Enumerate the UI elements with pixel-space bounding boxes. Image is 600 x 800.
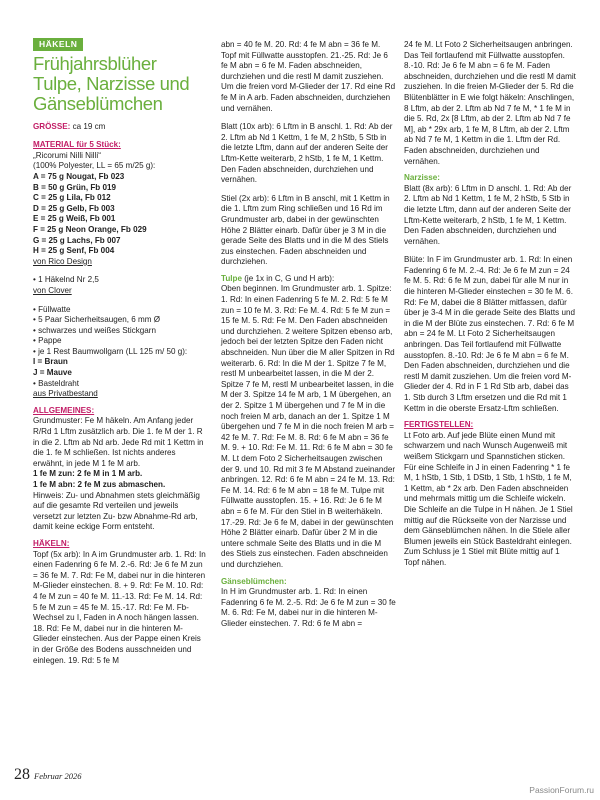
daisy-heading: Gänseblümchen:: [221, 576, 287, 586]
material-item: F = 25 g Neon Orange, Fb 029: [33, 224, 147, 234]
title-line-1: Frühjahrsblüher: [33, 52, 157, 74]
general-decrease: 1 fe M abn: 2 fe M zus abmaschen.: [33, 480, 166, 489]
daffodil-leaf-instructions: Blatt (8x arb): 6 Lftm in D anschl. 1. Rd: Ab der 2. Lftm ab Nd 1 Kettm, 1 fe M, 2 hStb, 5 Stb in die letzte Lftm, dann auf der anderen Seite der Lftm-Kette weiterarb, 2 hStb, 1 fe M, 1 Kettm. Den Faden abschneiden, durchziehen und vernähen.: [404, 183, 572, 246]
material-item: von Clover: [33, 285, 72, 295]
tulip-instructions: Oben beginnen. Im Grundmuster arb. 1. Spitze: 1. Rd: In einen Fadenring 5 fe M. 2. Rd: 5 fe M zun = 10 fe M. 3. Rd: Fe M. 4. Rd: 5 fe M zun = 15 fe M. 5. Rd: Fe M. Den Faden abschneiden und durchziehen. 2 weitere Spitzen ebenso arb, jedoch bei der letzten Spitze den Faden nicht abschneiden. Nun über die M aller Spitzen in Rd weiterarb. 6. Rd: In die M der 1. Spitze 7 fe M, restl M unbearbeitet lassen, in die M der 2. Spitze 7 fe M, restl M unbearbeitet lassen, in die M der 3. Spitze 14 fe M arb, 1 M übergehen, an der 2. Spitze 1 M übergehen und 7 fe M in die noch freien M arb, danach an der 1. Spitze 1 M übergehen und 7 fe M in die noch freien M arb = 42 fe M. 7. Rd: Fe M. 8. Rd: 6 fe M abn = 36 fe M. 9. + 10. Rd: Fe M. 11. Rd: 6 fe M abn = 30 fe M. Lt dem Foto 2 Sicherheitsaugen zwischen der 9. und 10. Rd mit 3 fe M Abstand zueinander anbringen. 12. Rd: 6 fe M abn = 24 fe M. 13. Rd: Fe M. 14. Rd: 6 fe M abn = 18 fe M. Tulpe mit Füllwatte ausstopfen. 15. + 16. Rd: Je 6 fe M abn = 6 fe M. Für den Stiel in B weiterhäkeln. 17.-29. Rd: Je 6 fe M, dabei in der gewünschten Höhe 2 Blätter einarb. Dafür über 2 M in die untere schmale Seite des Blatts und in die M des Stiels zus einstechen. Faden abschneiden und durchziehen.: [221, 284, 396, 569]
title-line-2: Tulpe, Narzisse und: [33, 72, 190, 94]
material-item: G = 25 g Lachs, Fb 007: [33, 235, 121, 245]
finish-instructions: Lt Foto arb. Auf jede Blüte einen Mund mit schwarzem und nach Wunsch Augenweiß mit weißem Stickgarn und Spannstichen sticken. Für eine Schleife in J in einen Fadenring * 1 fe M, 1 hStb, 1 Stb, 1 DStb, 1 Stb, 1 hStb, 1 fe M, 1 Kettm, ab * 2x arb. Den Faden abschneiden und mehrmals mittig um die Schleife wickeln. Die Schleife an die Tulpe in H nähen. Je 1 Stiel mittig auf die Rückseite von der Narzisse und dem Gänseblümchen nähen. In die Stiele aller Blumen jeweils ein Stück Basteldraht einlegen. Zum Schluss je 1 Stiel mit Blüte mittig auf 1 Topf nähen.: [404, 430, 573, 567]
material-item: • Füllwatte: [33, 304, 71, 314]
material-item: D = 25 g Gelb, Fb 003: [33, 203, 115, 213]
material-item: „Ricorumi Nilli Nilli“: [33, 150, 101, 160]
size-label: GRÖSSE:: [33, 121, 71, 131]
tulip-subtitle: (je 1x in C, G und H arb):: [241, 273, 335, 283]
daffodil-heading: Narzisse:: [404, 173, 440, 183]
material-item: • 1 Häkelnd Nr 2,5: [33, 275, 99, 285]
watermark: PassionForum.ru: [529, 785, 594, 795]
material-item: aus Privatbestand: [33, 389, 98, 399]
material-item: I = Braun: [33, 357, 68, 367]
column-3: [404, 40, 576, 569]
section-tag: HÄKELN: [33, 38, 83, 51]
size-value: ca 19 cm: [70, 121, 106, 131]
pot-instructions: Topf (5x arb): In A im Grundmuster arb. 1. Rd: In einen Fadenring 6 fe M. 2.-6. Rd: Je 6 fe M zun = 36 fe M. 7. Rd: Fe M, dabei nur in die hinteren M-Glieder einstechen. 8. + 9. Rd: Fe M. 10. Rd: 4 fe M zun = 40 fe M. 11.-13. Rd: Fe M. 14. Rd: 5 fe M zun = 45 fe M. 15.-17. Rd: Fe M. Fb-Wechsel zu I, Faden in A noch hängen lassen. 18. Rd: Fe M, dabei nur in die hinteren M-Glieder einstechen. Aus der Pappe einen Kreis in der Größe des Bodens ausschneiden und einlegen. 19. Rd: 5 fe M: [33, 549, 206, 665]
material-item: • je 1 Rest Baumwollgarn (LL 125 m/ 50 g):: [33, 346, 188, 356]
column-2: [221, 40, 396, 629]
material-item: H = 25 g Senf, Fb 004: [33, 246, 115, 256]
material-item: von Rico Design: [33, 256, 92, 266]
page-footer: [14, 766, 81, 784]
daffodil-flower-instructions: Blüte: In F im Grundmuster arb. 1. Rd: In einen Fadenring 6 fe M. 2.-4. Rd: Je 6 fe M zun = 24 fe M. 5. Rd: 6 fe M zun, dabei für alle M nur in die hinteren M-Glieder einstechen = 30 fe M. 6. Rd: Fe M, dabei die 8 Blätter mitfassen, dafür über je 3-4 M in die gerade Seite des Blatts und in die M der Blüte zus einstechen. 7. Rd: 6 fe M abn = 24 fe M. Lt Foto 2 Sicherheitsaugen anbringen. Das Teil fortlaufend mit Füllwatte ausstopfen. 8.-10. Rd: Je 6 fe M abn = 6 fe M. Den Faden abschneiden, durchziehen und die restl M damit zusziehen. Um die freien vord M-Glieder der 4. Rd in F 1 Rd Stb arb, dabei das 1. Stb durch 3 Lftm ersetzen und die Rd mit 1 Kettm in die oberste Ersatz-Lftm schließen.: [404, 255, 575, 413]
material-item: (100% Polyester, LL = 65 m/25 g):: [33, 161, 156, 171]
material-item: J = Mauve: [33, 368, 72, 378]
size-info: [33, 122, 208, 133]
general-increase: 1 fe M zun: 2 fe M in 1 M arb.: [33, 469, 143, 479]
general-heading: ALLGEMEINES:: [33, 405, 95, 415]
page-title: [33, 54, 208, 114]
title-line-3: Gänseblümchen: [33, 92, 163, 114]
crochet-heading: HÄKELN:: [33, 538, 70, 548]
stem-instructions: Stiel (2x arb): 6 Lftm in B anschl, mit 1 Kettm in die 1. Lftm zum Ring schließen und 16 Rd im Grundmuster arb, dabei in der gewünschten Höhe 2 Blätter einarb. Dafür über je 3 M in die gerade Seite des Blatts und in die M des Stiels zus einstechen. Faden abschneiden und durchziehen.: [221, 193, 390, 267]
material-item: A = 75 g Nougat, Fb 023: [33, 171, 125, 181]
material-item: • Pappe: [33, 336, 62, 346]
leaf-instructions: Blatt (10x arb): 6 Lftm in B anschl. 1. Rd: Ab der 2. Lftm ab Nd 1 Kettm, 1 fe M, 2 hStb, 5 Stb in die letzte Lftm, dann auf der anderen Seite der Lftm-Kette weiterarb, 2 hStb, 1 fe M, 1 Kettm. Den Faden abschneiden, durchziehen und vernähen.: [221, 122, 393, 185]
material-item: E = 25 g Weiß, Fb 001: [33, 214, 116, 224]
daisy-instructions-cont: 24 fe M. Lt Foto 2 Sicherheitsaugen anbringen. Das Teil fortlaufend mit Füllwatte ausstopfen. 8.-10. Rd: Je 6 fe M abn = 6 fe M. Faden abschneiden, durchziehen und die restl M damit zusziehen. In die freien M-Glieder der 5. Rd die Blütenblätter in E wie folgt häkeln: Anschlingen, 8 Lftm, ab der 2. Lftm ab Nd 7 fe M, * 1 fe M in die 5. Rd, 2x [8 Lftm, ab der 2. Lftm ab Nd 7 fe M], ab * 29x arb, 1 fe M, 8 Lftm, ab der 2. Lftm ab Nd 7 fe M, 1 Kettm in die 1. Lftm der Rd. Faden abschneiden, durchziehen und vernähen.: [404, 40, 576, 166]
column-1: [33, 38, 208, 666]
material-list: [33, 151, 208, 400]
pot-instructions-cont: abn = 40 fe M. 20. Rd: 4 fe M abn = 36 fe M. Topf mit Füllwatte ausstopfen. 21.-25. Rd: Je 6 fe M abn = 6 fe M. Faden abschneiden, durchziehen und die restl M damit zusziehen. Um die freien vord M-Glieder der 17. Rd eine Rd fe M in A arb. Faden abschneiden, durchziehen und vernähen.: [221, 40, 396, 113]
material-item: • 5 Paar Sicherheitsaugen, 6 mm Ø: [33, 315, 160, 325]
tulip-title: Tulpe: [221, 273, 242, 283]
material-item: • schwarzes und weißes Stickgarn: [33, 325, 156, 335]
finish-heading: FERTIGSTELLEN:: [404, 420, 474, 430]
page-number: 28: [14, 766, 30, 783]
general-text: Grundmuster: Fe M häkeln. Am Anfang jeder R/Rd 1 Lftm zusätzlich arb. Die 1. fe M der 1. R in die 2. Lftm ab Nd arb. Jede Rd mit 1 Kettm in die 1. fe M schließen. Ist nichts anderes erwähnt, in jede M 1 fe M arb.: [33, 416, 204, 468]
material-item: B = 50 g Grün, Fb 019: [33, 182, 116, 192]
material-heading: MATERIAL für 5 Stück:: [33, 140, 121, 150]
tulip-heading: [221, 274, 396, 285]
magazine-issue: Februar 2026: [34, 771, 82, 781]
material-item: • Basteldraht: [33, 378, 80, 388]
material-item: C = 25 g Lila, Fb 012: [33, 193, 111, 203]
general-hint: Hinweis: Zu- und Abnahmen stets gleichmäßig auf die gesamte Rd verteilen und jeweils versetzt zur letzten Zu- bzw Abnahme-Rd arb, damit keine eckige Form entsteht.: [33, 490, 200, 532]
daisy-instructions: In H im Grundmuster arb. 1. Rd: In einen Fadenring 6 fe M. 2.-5. Rd: Je 6 fe M zun = 30 fe M. 6. Rd: Fe M, dabei nur in die hinteren M-Glieder einstechen. 7. Rd: 6 fe M abn =: [221, 587, 396, 628]
